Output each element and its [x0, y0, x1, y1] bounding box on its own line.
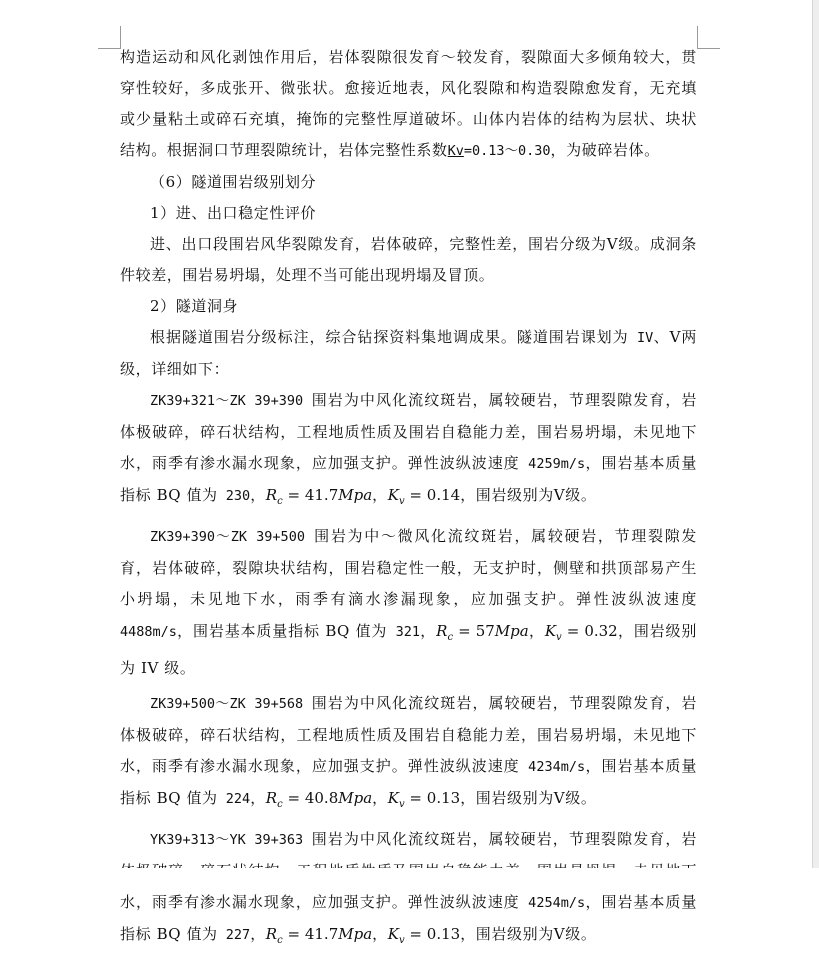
- text: =0.13～0.30: [463, 143, 551, 159]
- text: ，: [250, 925, 266, 943]
- section-range: ZK39+390～ZK 39+500: [150, 529, 315, 545]
- paragraph-entrance: 进、出口段围岩风华裂隙发育，岩体破碎，完整性差，围岩分级为Ⅴ级。成洞条件较差，围岩易坍塌，处理不当可能出现坍塌及冒顶。: [120, 235, 697, 284]
- text: ，为破碎岩体。: [550, 141, 660, 159]
- section-range: YK39+313～YK 39+363: [150, 832, 312, 848]
- heading-2: 2）隧道洞身: [150, 297, 239, 315]
- text: 围岩为中风化流纹斑岩，属较硬岩，节理裂隙发育，岩体极破碎，碎石状结构，工程地质性质及围岩自稳能力差，围岩易坍塌，未见地下水，雨季有渗水漏水现象，应加强支护。弹性波纵波速度: [120, 391, 697, 472]
- text: 根据隧道围岩分级标注，综合钻探资料集地调成果。隧道围岩课划为: [150, 328, 629, 346]
- text: ，: [372, 486, 388, 504]
- section-zk500: [120, 688, 697, 820]
- text: ，围岩级别为Ⅴ级。: [460, 789, 597, 807]
- text: ，围岩级别为Ⅴ级。: [460, 925, 597, 943]
- rc-formula: $R_c = 57Mpa$: [436, 622, 529, 643]
- velocity: 4259m/s: [519, 456, 586, 472]
- text: ，: [372, 789, 388, 807]
- text: ，: [372, 925, 388, 943]
- rc-formula: $R_c = 41.7Mpa$: [265, 486, 373, 507]
- bq-value: 224: [217, 791, 251, 807]
- kv-formula: $K_v = 0.13$: [387, 925, 461, 946]
- text: 围岩为中风化流纹斑岩，属较硬岩，节理裂隙发育，岩 水，雨季有渗水漏水现象，应加强支护。弹性波纵波速度: [120, 830, 697, 911]
- section-yk313: [120, 824, 697, 956]
- bq-value: 321: [387, 624, 421, 640]
- margin-corner-left: [98, 26, 121, 49]
- rc-formula: $R_c = 41.7Mpa$: [265, 925, 373, 946]
- heading-1: 1）进、出口稳定性评价: [150, 204, 317, 222]
- rc-formula: $R_c = 40.8Mpa$: [265, 789, 373, 810]
- document-body: [120, 42, 697, 956]
- section-range: ZK39+500～ZK 39+568: [150, 696, 312, 712]
- text: ，围岩基本质量指标 BQ 值为: [176, 622, 388, 640]
- text: 围岩为中～微风化流纹斑岩，属较硬岩，节理裂隙发育，岩体破碎，裂隙块状结构，围岩稳定性一般，无支护时，侧壁和拱顶部易产生小坍塌，未见地下水，雨季有滴水渗漏现象，应加强支护。弹性波纵波速度: [120, 527, 697, 608]
- text: ，: [528, 622, 545, 640]
- text: 围岩为中风化流纹斑岩，属较硬岩，节理裂隙发育，岩体极破碎，碎石状结构，工程地质性质及围岩自稳能力差，围岩易坍塌，未见地下水，雨季有渗水漏水现象，应加强支护。弹性波纵波速度: [120, 694, 697, 775]
- velocity: 4254m/s: [519, 895, 586, 911]
- kv-formula: $K_v = 0.13$: [387, 789, 461, 810]
- text: ，围岩级别为 IV 级。: [120, 622, 697, 677]
- kv-text: Kv: [447, 143, 464, 159]
- section-zk321: [120, 385, 697, 517]
- velocity: 4234m/s: [519, 759, 586, 775]
- text: 构造运动和风化剥蚀作用后，岩体裂隙很发育～较发育，裂隙面大多倾角较大，贯穿性较好，多成张开、微张状。愈接近地表，风化裂隙和构造裂隙愈发育，无充填或少量粘土或碎石充填，掩饰的完整性厚道破坏。山体内岩体的结构为层状、块状结构。根据洞口节理裂隙统计，岩体完整性系数: [120, 48, 697, 159]
- text: ，: [250, 789, 266, 807]
- text: ，: [250, 486, 266, 504]
- text: ，围岩基本质量指标 BQ 值为: [120, 757, 697, 807]
- bq-value: 227: [217, 927, 251, 943]
- text: ，围岩基本质量指标 BQ 值为: [120, 893, 697, 943]
- section-zk390: [120, 521, 697, 684]
- text: ，围岩基本质量指标 BQ 值为: [120, 454, 697, 504]
- paragraph-classification: [120, 322, 697, 385]
- bq-value: 230: [217, 488, 251, 504]
- page-bottom-cutoff: [0, 868, 819, 882]
- kv-formula: $K_v = 0.14$: [387, 486, 461, 507]
- heading-6: （6）隧道围岩级别划分: [150, 173, 317, 191]
- vertical-scrollbar[interactable]: [812, 0, 819, 882]
- text: IV: [628, 330, 654, 346]
- velocity: 4488m/s: [120, 624, 177, 640]
- paragraph-rock-fracture: [120, 42, 697, 167]
- section-range: ZK39+321～ZK 39+390: [150, 393, 312, 409]
- text: ，围岩级别为Ⅴ级。: [460, 486, 597, 504]
- text: ，: [420, 622, 437, 640]
- kv-formula: $K_v = 0.32$: [544, 622, 618, 643]
- margin-corner-right: [697, 26, 720, 49]
- text: 、Ⅴ两级，详细如下：: [120, 328, 697, 378]
